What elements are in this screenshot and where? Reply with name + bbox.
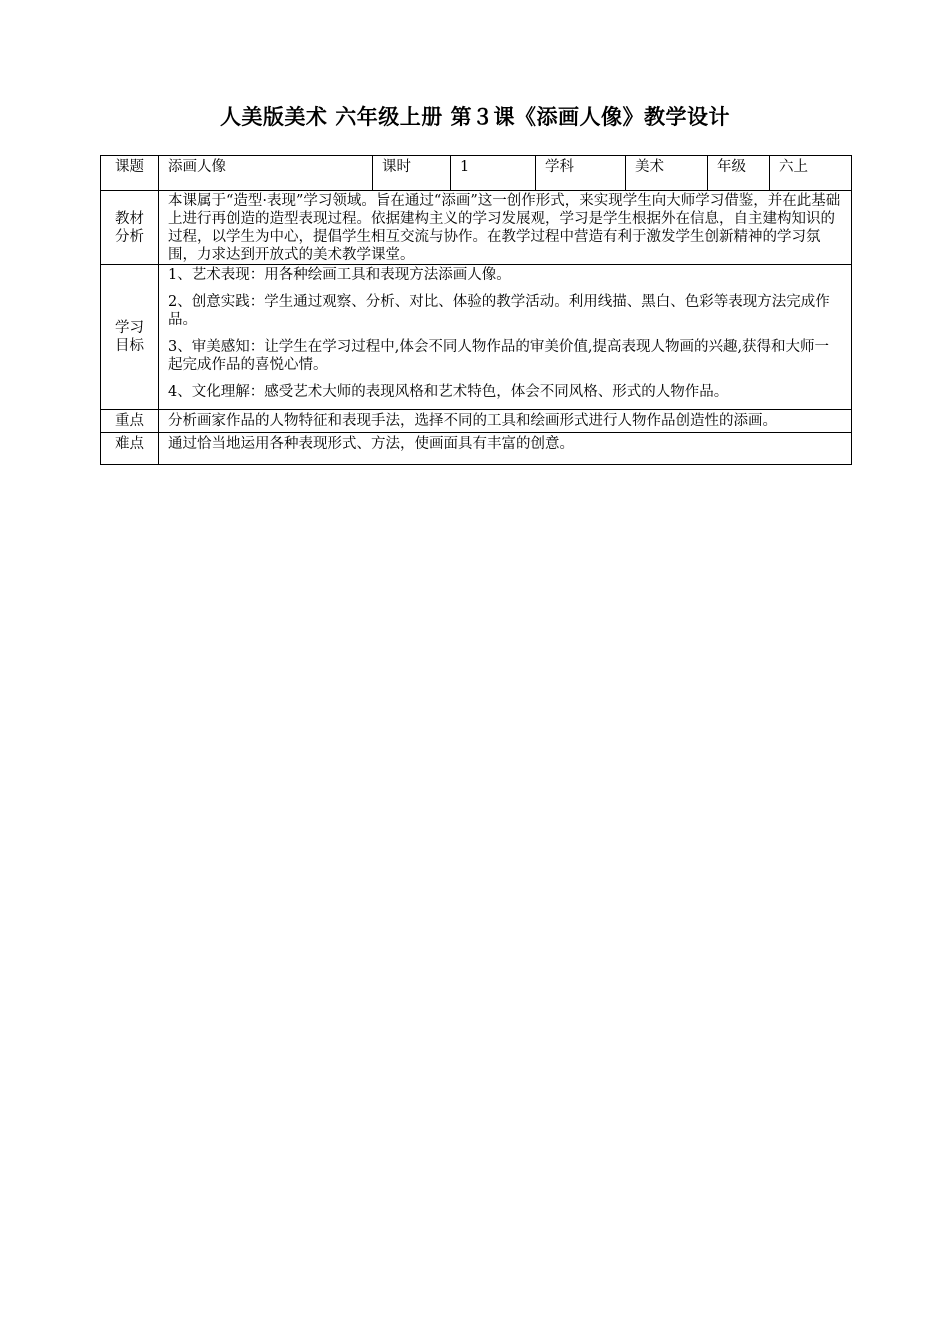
grade-value: 六上 [770,156,852,191]
goals-row [101,265,852,410]
analysis-row [101,191,852,265]
hours-label: 课时 [373,156,451,191]
header-row [101,156,852,191]
goals-cell [159,265,852,410]
subject-label: 学科 [536,156,626,191]
goals-label: 学习目标 [101,265,159,410]
difficulty-label: 难点 [101,433,159,465]
topic-value: 添画人像 [159,156,373,191]
lesson-plan-table [100,155,852,465]
topic-label: 课题 [101,156,159,191]
grade-label: 年级 [708,156,770,191]
goal-item: 1、艺术表现：用各种绘画工具和表现方法添画人像。 [168,267,511,283]
analysis-text: 本课属于“造型·表现”学习领域。旨在通过“添画”这一创作形式，来实现学生向大师学习借鉴，并在此基础上进行再创造的造型表现过程。依据建构主义的学习发展观，学习是学生根据外在信息，自主建构知识的过程，以学生为中心，提倡学生相互交流与协作。在教学过程中营造有利于激发学生创新精神的学习氛围，力求达到开放式的美术教学课堂。 [159,191,852,265]
document-title: 人美版美术 六年级上册 第３课《添画人像》教学设计 [219,104,731,129]
difficulty-text: 通过恰当地运用各种表现形式、方法，使画面具有丰富的创意。 [159,433,852,465]
key-point-text: 分析画家作品的人物特征和表现手法，选择不同的工具和绘画形式进行人物作品创造性的添画。 [159,410,852,433]
difficulty-row [101,433,852,465]
goal-item: 2、创意实践：学生通过观察、分析、对比、体验的教学活动。利用线描、黑白、色彩等表现方法完成作品。 [168,294,830,328]
goal-item: 4、文化理解：感受艺术大师的表现风格和艺术特色，体会不同风格、形式的人物作品。 [168,384,729,400]
subject-value: 美术 [626,156,708,191]
goal-item: 3、审美感知：让学生在学习过程中,体会不同人物作品的审美价值,提高表现人物画的兴趣,获得和大师一起完成作品的喜悦心情。 [168,339,830,373]
key-point-label: 重点 [101,410,159,433]
hours-value: 1 [451,156,536,191]
analysis-label: 教材分析 [101,191,159,265]
key-point-row [101,410,852,433]
